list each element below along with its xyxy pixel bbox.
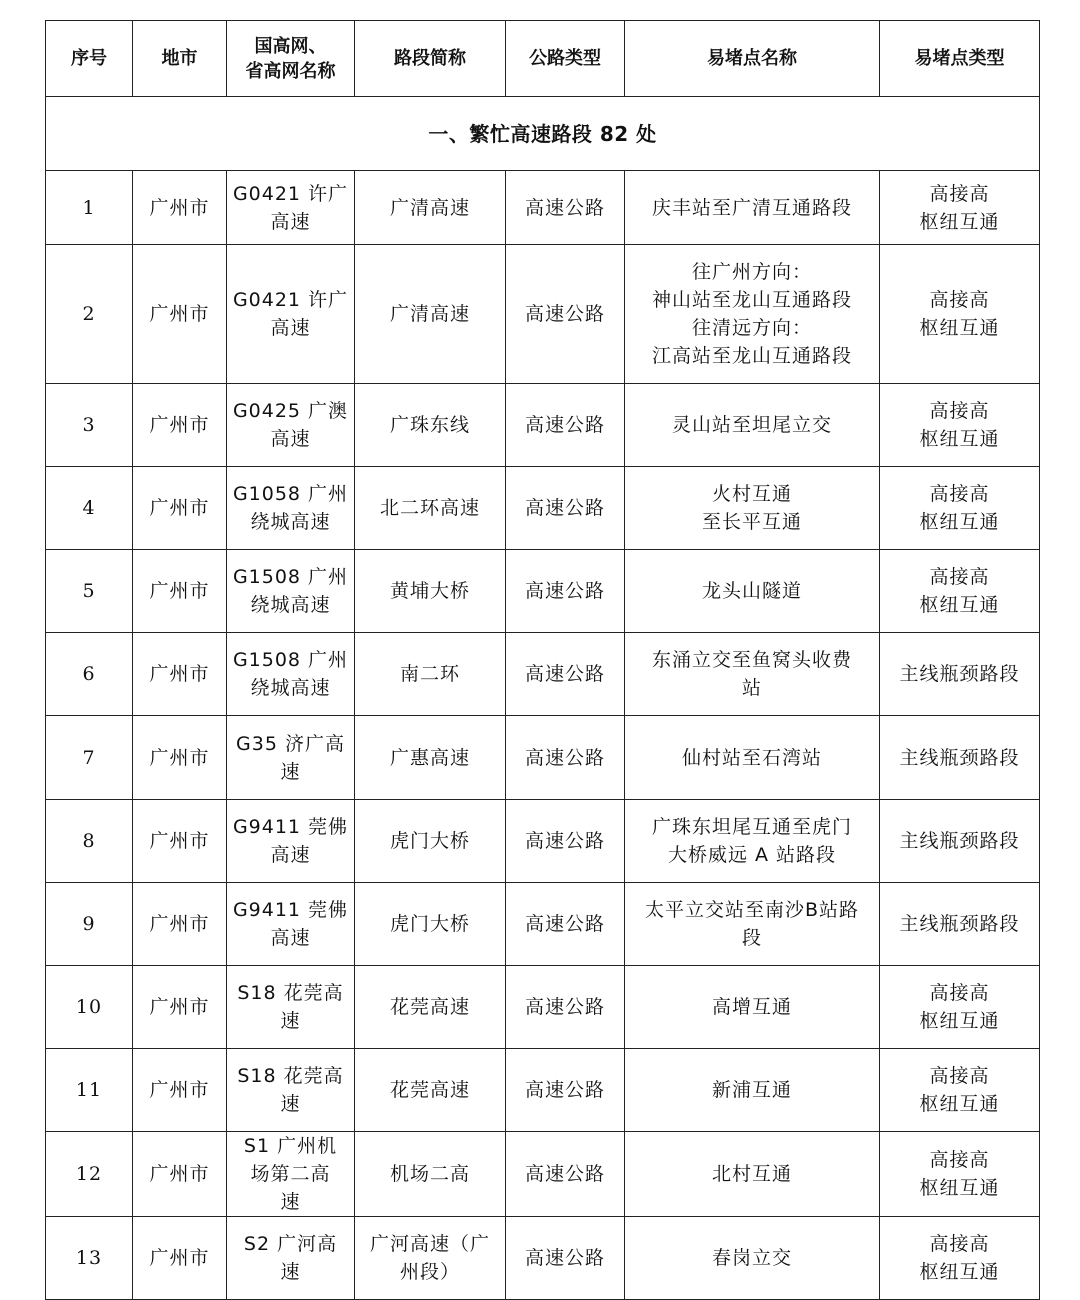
cell-point-name-line: 往清远方向： (691, 317, 812, 339)
cell-point-name-line: 北村互通 (711, 1163, 792, 1185)
cell-point-name-line: 太平立交站至南沙B站路 (644, 899, 860, 921)
cell-segment-line: 机场二高 (389, 1163, 470, 1185)
cell-segment (355, 384, 506, 467)
cell-network-line: 高速 (270, 844, 311, 866)
cell-network (227, 883, 355, 966)
cell-point-type-line: 枢纽互通 (919, 511, 1000, 533)
cell-network-line: G0421 许广 (232, 182, 349, 205)
cell-point-type-line: 高接高 (929, 483, 990, 505)
cell-segment-line: 州段） (399, 1261, 460, 1283)
cell-network-line: 速 (280, 1191, 301, 1213)
cell-point-type (880, 384, 1040, 467)
cell-point-name-line: 灵山站至坦尾立交 (671, 414, 832, 436)
cell-network (227, 716, 355, 800)
cell-network-line: 绕城高速 (250, 511, 331, 533)
cell-point-name-line: 段 (741, 927, 762, 949)
cell-point-type-line: 枢纽互通 (919, 1010, 1000, 1032)
cell-point-name (625, 883, 880, 966)
cell-network-line: G1058 广州 (232, 483, 349, 505)
cell-segment-line: 黄埔大桥 (389, 580, 470, 602)
cell-road-type: 高速公路 (506, 384, 625, 467)
header-segment: 路段简称 (355, 21, 506, 97)
cell-network (227, 467, 355, 550)
cell-point-name (625, 633, 880, 716)
congestion-table (45, 20, 1040, 1300)
cell-index: 12 (46, 1132, 133, 1217)
cell-index: 4 (46, 467, 133, 550)
table-row (46, 800, 1040, 883)
cell-network-line: G0421 许广 (232, 289, 349, 311)
cell-index: 11 (46, 1049, 133, 1132)
cell-segment-line: 花莞高速 (389, 1079, 470, 1101)
cell-segment (355, 633, 506, 716)
cell-segment (355, 716, 506, 800)
cell-city: 广州市 (133, 800, 227, 883)
cell-city: 广州市 (133, 171, 227, 245)
cell-point-name-line: 新浦互通 (711, 1079, 792, 1101)
cell-point-type-line: 枢纽互通 (919, 428, 1000, 450)
table-row (46, 467, 1040, 550)
table-row (46, 384, 1040, 467)
cell-point-name (625, 245, 880, 384)
cell-point-type-line: 高接高 (929, 1065, 990, 1087)
header-city: 地市 (133, 21, 227, 97)
cell-network-line: 绕城高速 (250, 677, 331, 699)
cell-point-name-line: 站 (741, 677, 762, 699)
cell-network-line: S18 花莞高 (237, 1065, 344, 1087)
cell-point-type (880, 467, 1040, 550)
cell-network (227, 633, 355, 716)
cell-segment (355, 171, 506, 245)
cell-network-line: G1508 广州 (232, 566, 349, 588)
cell-point-type-line: 主线瓶颈路段 (899, 663, 1020, 685)
cell-point-name (625, 1217, 880, 1300)
cell-segment (355, 883, 506, 966)
table-row (46, 716, 1040, 800)
cell-point-name-line: 仙村站至石湾站 (681, 746, 822, 769)
cell-point-type-line: 高接高 (929, 1149, 990, 1171)
cell-segment-line: 北二环高速 (379, 497, 480, 519)
cell-point-type-line: 高接高 (929, 1233, 990, 1255)
table-row (46, 633, 1040, 716)
cell-segment (355, 800, 506, 883)
cell-point-type-line: 枢纽互通 (919, 1093, 1000, 1115)
cell-point-type (880, 716, 1040, 800)
section-row (46, 97, 1040, 171)
cell-road-type: 高速公路 (506, 171, 625, 245)
cell-segment-line: 广清高速 (389, 196, 470, 219)
cell-point-name (625, 467, 880, 550)
cell-point-type (880, 1049, 1040, 1132)
cell-point-type-line: 枢纽互通 (919, 1177, 1000, 1199)
cell-point-type (880, 1132, 1040, 1217)
cell-network-line: 速 (280, 1010, 301, 1032)
cell-city: 广州市 (133, 633, 227, 716)
cell-index: 13 (46, 1217, 133, 1300)
table-body (46, 97, 1040, 1300)
cell-segment (355, 245, 506, 384)
header-point-type: 易堵点类型 (880, 21, 1040, 97)
cell-point-name-line: 往广州方向： (691, 261, 812, 283)
table-row (46, 550, 1040, 633)
cell-road-type: 高速公路 (506, 716, 625, 800)
cell-point-name (625, 1132, 880, 1217)
cell-index: 7 (46, 716, 133, 800)
cell-segment (355, 1217, 506, 1300)
cell-road-type: 高速公路 (506, 800, 625, 883)
cell-road-type: 高速公路 (506, 1049, 625, 1132)
cell-point-name (625, 384, 880, 467)
cell-point-type-line: 高接高 (929, 566, 990, 588)
cell-road-type: 高速公路 (506, 467, 625, 550)
header-road-type: 公路类型 (506, 21, 625, 97)
cell-city: 广州市 (133, 245, 227, 384)
cell-network-line: 高速 (270, 428, 311, 450)
cell-point-type-line: 枢纽互通 (919, 1261, 1000, 1283)
cell-network-line: S2 广河高 (243, 1233, 338, 1255)
cell-road-type: 高速公路 (506, 1132, 625, 1217)
cell-point-name (625, 716, 880, 800)
cell-index: 2 (46, 245, 133, 384)
cell-city: 广州市 (133, 467, 227, 550)
cell-segment (355, 966, 506, 1049)
cell-road-type: 高速公路 (506, 966, 625, 1049)
cell-point-name (625, 171, 880, 245)
table-row (46, 1217, 1040, 1300)
cell-point-type-line: 枢纽互通 (919, 594, 1000, 616)
cell-point-name-line: 东涌立交至鱼窝头收费 (651, 649, 852, 671)
cell-point-name-line: 龙头山隧道 (701, 580, 802, 602)
cell-point-name-line: 江高站至龙山互通路段 (651, 345, 852, 367)
cell-index: 5 (46, 550, 133, 633)
cell-segment-line: 南二环 (399, 663, 460, 685)
cell-network (227, 245, 355, 384)
cell-city: 广州市 (133, 384, 227, 467)
header-network-name-line: 省高网名称 (245, 60, 336, 82)
cell-city: 广州市 (133, 716, 227, 800)
cell-index: 10 (46, 966, 133, 1049)
cell-network-line: 速 (280, 760, 301, 783)
cell-segment (355, 550, 506, 633)
header-network-name (227, 21, 355, 97)
cell-network (227, 550, 355, 633)
cell-point-name-line: 至长平互通 (701, 511, 802, 533)
cell-network-line: 高速 (270, 210, 311, 233)
cell-segment (355, 1049, 506, 1132)
cell-point-type-line: 高接高 (929, 289, 990, 311)
cell-segment-line: 虎门大桥 (389, 913, 470, 935)
cell-city: 广州市 (133, 883, 227, 966)
cell-network-line: S18 花莞高 (237, 982, 344, 1004)
header-row (46, 21, 1040, 97)
header-network-name-line: 国高网、 (254, 35, 327, 57)
cell-road-type: 高速公路 (506, 550, 625, 633)
cell-network-line: 速 (280, 1261, 301, 1283)
cell-index: 1 (46, 171, 133, 245)
cell-point-type-line: 主线瓶颈路段 (899, 913, 1020, 935)
cell-network-line: S1 广州机 (243, 1135, 338, 1157)
cell-city: 广州市 (133, 1217, 227, 1300)
cell-network-line: 高速 (270, 317, 311, 339)
cell-point-name (625, 550, 880, 633)
table-row (46, 245, 1040, 384)
cell-city: 广州市 (133, 1049, 227, 1132)
cell-network-line: G1508 广州 (232, 649, 349, 671)
cell-point-type (880, 966, 1040, 1049)
cell-network-line: 场第二高 (250, 1163, 331, 1185)
cell-network (227, 1132, 355, 1217)
cell-point-type (880, 800, 1040, 883)
cell-point-type (880, 171, 1040, 245)
cell-network (227, 384, 355, 467)
table-row (46, 966, 1040, 1049)
cell-point-name-line: 春岗立交 (711, 1247, 792, 1269)
cell-network (227, 800, 355, 883)
table-row (46, 1132, 1040, 1217)
cell-point-name (625, 800, 880, 883)
cell-road-type: 高速公路 (506, 883, 625, 966)
cell-network-line: 高速 (270, 927, 311, 949)
cell-segment-line: 花莞高速 (389, 996, 470, 1018)
cell-segment (355, 467, 506, 550)
cell-segment-line: 广惠高速 (389, 746, 470, 769)
cell-segment-line: 广河高速（广 (369, 1233, 490, 1255)
cell-point-type (880, 550, 1040, 633)
cell-network (227, 966, 355, 1049)
cell-network-line: 速 (280, 1093, 301, 1115)
cell-network (227, 171, 355, 245)
cell-network-line: G35 济广高 (236, 732, 345, 755)
cell-point-name-line: 大桥威远 A 站路段 (667, 844, 837, 866)
cell-index: 9 (46, 883, 133, 966)
cell-road-type: 高速公路 (506, 633, 625, 716)
cell-point-name (625, 1049, 880, 1132)
cell-network (227, 1217, 355, 1300)
cell-point-name (625, 966, 880, 1049)
cell-point-name-line: 庆丰站至广清互通路段 (651, 196, 852, 219)
cell-point-name-line: 神山站至龙山互通路段 (651, 289, 852, 311)
cell-network-line: G9411 莞佛 (232, 816, 349, 838)
cell-index: 6 (46, 633, 133, 716)
cell-network-line: 绕城高速 (250, 594, 331, 616)
cell-city: 广州市 (133, 966, 227, 1049)
cell-point-type-line: 高接高 (929, 182, 990, 205)
cell-point-type-line: 主线瓶颈路段 (899, 830, 1020, 852)
cell-network-line: G9411 莞佛 (232, 899, 349, 921)
cell-point-type-line: 高接高 (929, 400, 990, 422)
cell-network (227, 1049, 355, 1132)
cell-point-type (880, 883, 1040, 966)
table-row (46, 171, 1040, 245)
header-index: 序号 (46, 21, 133, 97)
cell-point-type-line: 枢纽互通 (919, 210, 1000, 233)
cell-index: 8 (46, 800, 133, 883)
cell-point-name-line: 广珠东坦尾互通至虎门 (651, 816, 852, 838)
cell-city: 广州市 (133, 550, 227, 633)
cell-point-type (880, 633, 1040, 716)
cell-point-type-line: 高接高 (929, 982, 990, 1004)
cell-point-type (880, 245, 1040, 384)
cell-network-line: G0425 广澳 (232, 400, 349, 422)
cell-index: 3 (46, 384, 133, 467)
cell-road-type: 高速公路 (506, 245, 625, 384)
cell-road-type: 高速公路 (506, 1217, 625, 1300)
header-point-name: 易堵点名称 (625, 21, 880, 97)
cell-city: 广州市 (133, 1132, 227, 1217)
cell-point-type (880, 1217, 1040, 1300)
table-row (46, 883, 1040, 966)
cell-segment-line: 广珠东线 (389, 414, 470, 436)
cell-point-name-line: 高增互通 (711, 996, 792, 1018)
table-row (46, 1049, 1040, 1132)
cell-point-type-line: 主线瓶颈路段 (899, 746, 1020, 769)
cell-segment-line: 广清高速 (389, 303, 470, 325)
cell-segment-line: 虎门大桥 (389, 830, 470, 852)
cell-point-type-line: 枢纽互通 (919, 317, 1000, 339)
section-title: 一、繁忙高速路段 82 处 (46, 97, 1040, 171)
cell-segment (355, 1132, 506, 1217)
cell-point-name-line: 火村互通 (711, 483, 792, 505)
